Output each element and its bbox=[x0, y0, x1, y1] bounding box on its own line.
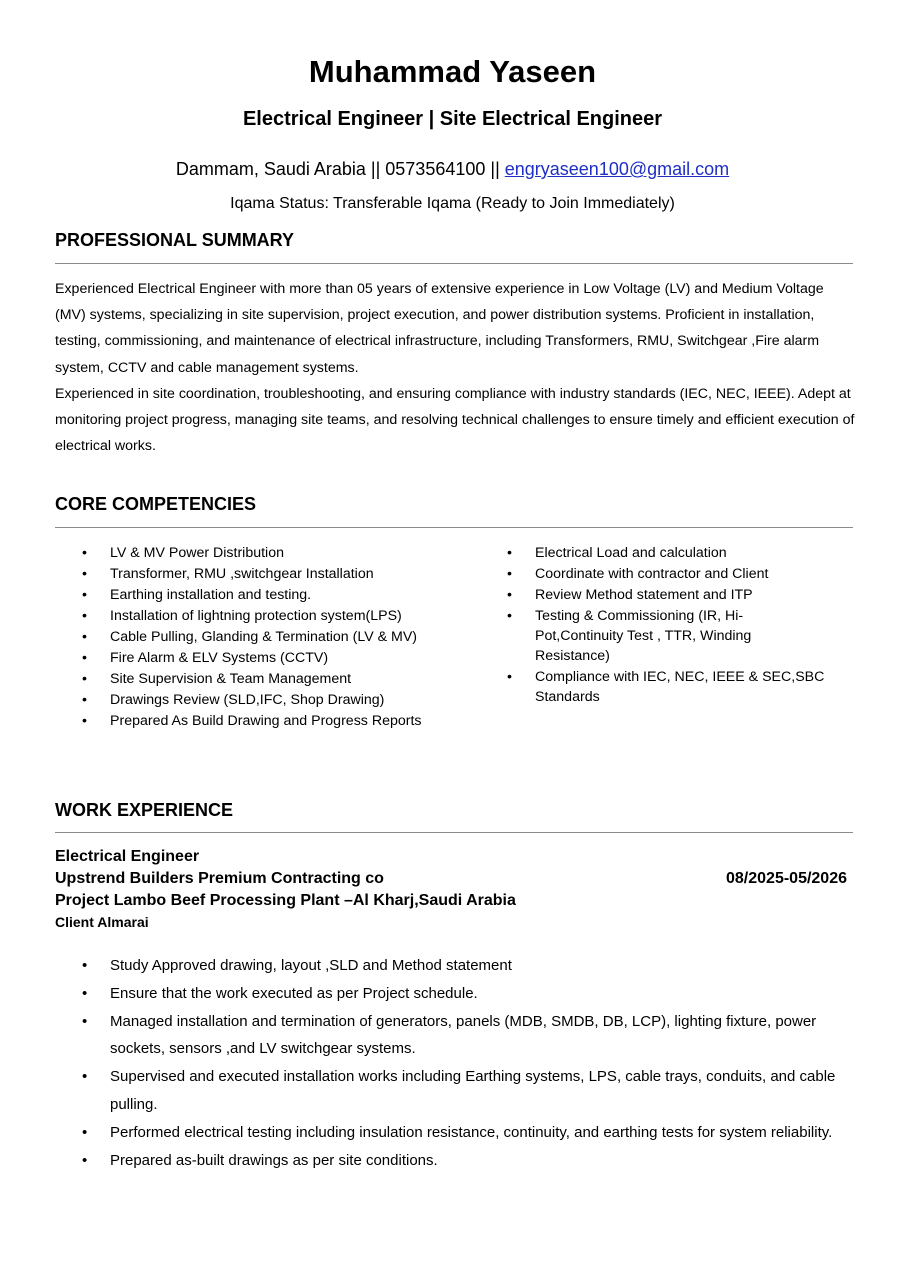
duty-item: • Performed electrical testing including insulation resistance, continuity, and earthing tests for system reliability. bbox=[55, 1119, 855, 1147]
duty-item: • Managed installation and termination of generators, panels (MDB, SMDB, DB, LCP), lighting fixture, power sockets, sensors ,and LV switchgear systems. bbox=[55, 1008, 855, 1064]
competency-item: • Prepared As Build Drawing and Progress Reports bbox=[55, 711, 440, 731]
competency-item: • Installation of lightning protection system(LPS) bbox=[55, 606, 440, 626]
section-divider bbox=[55, 263, 853, 264]
candidate-name: Muhammad Yaseen bbox=[308, 54, 597, 89]
section-title-experience: WORK EXPERIENCE bbox=[55, 800, 234, 820]
competency-item: • Testing & Commissioning (IR, Hi-Pot,Continuity Test , TTR, Winding Resistance) bbox=[480, 606, 865, 666]
summary-paragraph: Experienced Electrical Engineer with more than 05 years of extensive experience in Low Voltage (LV) and Medium Voltage (MV) systems, specializing in site supervision, project execution, and power distribution systems. Proficient in installation, testing, commissioning, and maintenance of electrical infrastructure, including Transformers, RMU, Switchgear ,Fire alarm system, CCTV and cable management systems. bbox=[55, 281, 824, 376]
job-dates: 08/2025-05/2026 bbox=[726, 870, 847, 887]
iqama-status: Iqama Status: Transferable Iqama (Ready to Join Immediately) bbox=[230, 195, 675, 212]
competency-item: • Transformer, RMU ,switchgear Installation bbox=[55, 564, 440, 584]
duty-item: • Study Approved drawing, layout ,SLD and Method statement bbox=[55, 952, 855, 980]
email-link[interactable]: engryaseen100@gmail.com bbox=[504, 159, 730, 179]
summary-paragraph: Experienced in site coordination, troubleshooting, and ensuring compliance with industry standards (IEC, NEC, IEEE). Adept at monitoring project progress, managing site teams, and resolving technical challenges to ensure timely and efficient execution of electrical works. bbox=[55, 385, 855, 455]
job-client: Client Almarai bbox=[55, 914, 149, 930]
duty-item: • Ensure that the work executed as per Project schedule. bbox=[55, 980, 855, 1008]
competency-item: • Fire Alarm & ELV Systems (CCTV) bbox=[55, 648, 440, 668]
job-role: Electrical Engineer bbox=[55, 848, 200, 865]
job-company: Upstrend Builders Premium Contracting co bbox=[55, 870, 384, 887]
job-project: Project Lambo Beef Processing Plant –Al Kharj,Saudi Arabia bbox=[55, 892, 516, 909]
summary-text bbox=[55, 276, 855, 459]
section-title-competencies: CORE COMPETENCIES bbox=[55, 494, 257, 514]
competency-item: • Earthing installation and testing. bbox=[55, 585, 440, 605]
competency-item: • Electrical Load and calculation bbox=[480, 543, 865, 563]
competency-item: • Compliance with IEC, NEC, IEEE & SEC,SBC Standards bbox=[480, 667, 865, 707]
section-title-summary: PROFESSIONAL SUMMARY bbox=[55, 230, 295, 250]
competency-item: • Cable Pulling, Glanding & Termination (LV & MV) bbox=[55, 627, 440, 647]
competency-item: • Coordinate with contractor and Client bbox=[480, 564, 865, 584]
duty-item: • Supervised and executed installation works including Earthing systems, LPS, cable trays, conduits, and cable pulling. bbox=[55, 1063, 855, 1119]
competency-item: • Drawings Review (SLD,IFC, Shop Drawing) bbox=[55, 690, 440, 710]
section-divider bbox=[55, 527, 853, 528]
competency-item: • Review Method statement and ITP bbox=[480, 585, 865, 605]
competency-item: • Site Supervision & Team Management bbox=[55, 669, 440, 689]
duty-item: • Prepared as-built drawings as per site conditions. bbox=[55, 1147, 855, 1175]
job-title-subtitle: Electrical Engineer | Site Electrical Engineer bbox=[242, 108, 663, 130]
competencies-left-list bbox=[55, 543, 440, 732]
competency-item: • LV & MV Power Distribution bbox=[55, 543, 440, 563]
job-duties-list bbox=[55, 952, 855, 1174]
competencies-right-list bbox=[480, 543, 865, 708]
contact-line bbox=[0, 159, 905, 180]
section-divider bbox=[55, 832, 853, 833]
contact-location-phone: Dammam, Saudi Arabia || 0573564100 || bbox=[175, 159, 505, 179]
